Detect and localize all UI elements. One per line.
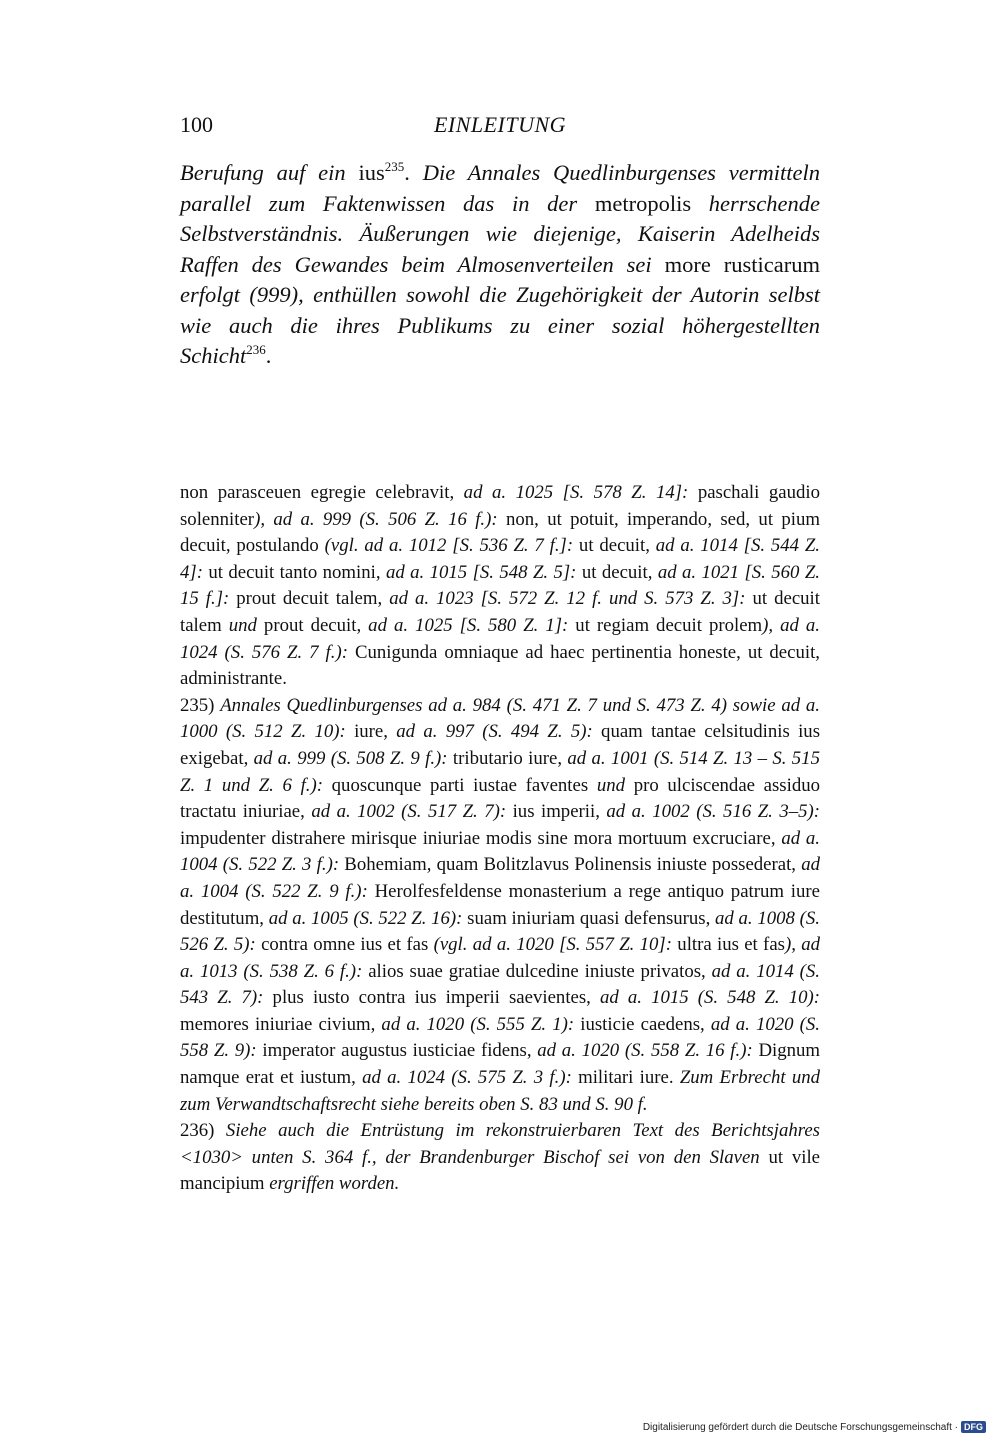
text-run: ad a. 1025 [S. 578 Z. 14]: (463, 482, 698, 503)
text-run: Annales Quedlinburgenses ad a. 984 (S. 471 Z. 7 und S. 473 Z. 4) sowie ad a. 1000 (S. 512 Z. 10): (180, 694, 820, 743)
text-run: ad a. 1014 (S. 543 Z. 7): (180, 960, 820, 1009)
text-run: ut decuit tanto nomini, (208, 561, 386, 583)
text-run: ad a. 1020 (S. 558 Z. 9): (180, 1013, 821, 1062)
text-run: ad a. 1004 (S. 522 Z. 3 f.): (180, 827, 820, 876)
text-run: ut decuit talem (180, 588, 820, 636)
text-run: ad a. 1004 (S. 522 Z. 9 f.): (180, 854, 820, 902)
text-run: tributario iure, (452, 747, 568, 769)
text-run: non, ut potuit, imperando, sed, ut pium decuit, postulando (180, 508, 820, 557)
footnotes (180, 480, 820, 1198)
text-run: ad a. 1014 [S. 544 Z. 4]: (180, 535, 820, 583)
footnote-paragraph (180, 693, 820, 1119)
text-run: ad a. 1021 [S. 560 Z. 15 f.]: (180, 561, 820, 610)
text-run: non parasceuen egregie celebravit, (180, 482, 464, 503)
text-run: ad a. 1020 (S. 555 Z. 1): (381, 1013, 581, 1035)
text-run: ), ad a. 1013 (S. 538 Z. 6 f.): (180, 934, 820, 982)
text-run: ), ad a. 1024 (S. 576 Z. 7 f.): (180, 614, 820, 663)
text-run: pro ulciscendae assiduo tractatu iniuriae, (180, 774, 820, 823)
main-paragraph (180, 158, 820, 372)
text-run: . (265, 343, 272, 368)
text-run: ad a. 1023 [S. 572 Z. 12 f. und S. 573 Z. 3]: (389, 588, 753, 610)
dfg-logo: DFG (961, 1421, 986, 1433)
page-number: 100 (180, 112, 213, 137)
text-run: Cunigunda omniaque ad haec pertinentia honeste, ut decuit, administrante. (180, 641, 821, 690)
text-run: memores iniuriae civium, (180, 1013, 382, 1035)
text-run: Bohemiam, quam Bolitzlavus Polinensis iniuste possederat, (344, 854, 802, 876)
text-run: ius (358, 160, 385, 185)
text-run: ut decuit, (578, 535, 656, 557)
text-run: Zum Erbrecht und zum Verwandtschaftsrecht siehe bereits oben S. 83 und S. 90 f. (180, 1067, 820, 1115)
text-run: iure, (354, 721, 397, 743)
text-run: prout decuit, (263, 614, 369, 636)
text-run: quoscunque parti iustae faventes (331, 774, 597, 796)
text-run: ut decuit, (581, 561, 658, 583)
text-run: . (404, 160, 423, 185)
text-run: und (596, 774, 634, 796)
text-run: ), ad a. 999 (S. 506 Z. 16 f.): (254, 508, 506, 530)
text-run: metropolis (594, 190, 709, 216)
text-run: prout decuit talem, (236, 588, 390, 610)
text-run: Siehe auch die Entrüstung im rekonstruierbaren Text des Berichtsjahres <1030> unten S. 364 f., der Brandenburger Bischof sei von den Slaven (180, 1120, 820, 1168)
text-run: imperator augustus iusticiae fidens, (262, 1040, 538, 1062)
footnote-paragraph (180, 480, 820, 693)
text-run: contra omne ius et fas (261, 934, 434, 956)
text-run: suam iniuriam quasi defensurus, (467, 907, 716, 929)
text-run: ad a. 1008 (S. 526 Z. 5): (180, 907, 820, 956)
text-run: 236) (180, 1120, 226, 1142)
text-run: Herolfesfeldense monasterium a rege antiquo patrum iure destitutum, (180, 880, 820, 929)
text-run: ut regiam decuit prolem (575, 614, 763, 636)
text-run: ergriffen worden. (269, 1173, 400, 1195)
footnote-marker: 235 (384, 159, 405, 174)
text-run: erfolgt (999), enthüllen sowohl die Zugehörigkeit der Autorin selbst wie auch die ihres Publikums zu einer sozial höhergestellten Schicht (180, 282, 820, 368)
text-run: militari iure. (578, 1067, 680, 1089)
text-run: plus iusto contra ius imperii saevientes, (272, 987, 600, 1009)
text-run: ad a. 1002 (S. 516 Z. 3–5): (606, 801, 820, 823)
running-head: EINLEITUNG (433, 112, 567, 137)
text-run: ultra ius et fas (677, 934, 785, 956)
text-run: ad a. 1005 (S. 522 Z. 16): (268, 907, 468, 929)
credit-text: Digitalisierung gefördert durch die Deutsche Forschungsgemeinschaft · (642, 1421, 958, 1433)
text-run: ad a. 1020 (S. 558 Z. 16 f.): (537, 1040, 759, 1062)
text-run: ad a. 999 (S. 508 Z. 9 f.): (253, 747, 453, 769)
text-run: und (228, 614, 264, 636)
text-run: quam tantae celsitudinis ius exigebat, (180, 721, 821, 769)
text-run: ad a. 997 (S. 494 Z. 5): (396, 721, 602, 743)
text-run: alios suae gratiae dulcedine iniuste privatos, (368, 960, 712, 982)
text-run: (vgl. ad a. 1020 [S. 557 Z. 10]: (433, 934, 678, 956)
text-run: ad a. 1025 [S. 580 Z. 1]: (368, 614, 576, 636)
text-run: ad a. 1015 [S. 548 Z. 5]: (385, 561, 582, 583)
text-run: Berufung auf ein (180, 160, 359, 185)
text-run: herrschende Selbstverständnis. Äußerungen wie diejenige, Kaiserin Adelheids Raffen des Gewandes beim Almosenverteilen sei (180, 190, 820, 277)
footnote-marker: 236 (246, 342, 266, 357)
text-run: Dignum namque erat et iustum, (180, 1040, 820, 1089)
text-run: more rusticarum (664, 251, 820, 277)
text-run: Die Annales Quedlinburgenses vermitteln parallel zum Faktenwissen das in der (180, 160, 821, 216)
text-run: paschali gaudio solenniter (180, 482, 820, 530)
page-header (180, 112, 820, 144)
text-run: ius imperii, (512, 801, 607, 823)
text-run: impudenter distrahere mirisque iniuriae modis sine mora mortuum excruciare, (180, 827, 782, 849)
text-run: (vgl. ad a. 1012 [S. 536 Z. 7 f.]: (324, 535, 579, 557)
text-run: ad a. 1024 (S. 575 Z. 3 f.): (362, 1067, 579, 1089)
text-run: iusticie caedens, (580, 1013, 711, 1035)
text-run: ad a. 1001 (S. 514 Z. 13 – S. 515 Z. 1 und Z. 6 f.): (180, 747, 820, 796)
text-run: ut vile mancipium (180, 1146, 821, 1195)
text-run: 235) (180, 694, 221, 716)
text-run: ad a. 1002 (S. 517 Z. 7): (311, 801, 513, 823)
text-run: ad a. 1015 (S. 548 Z. 10): (599, 987, 820, 1009)
footnote-paragraph (180, 1118, 820, 1198)
digitization-credit (643, 1421, 986, 1433)
